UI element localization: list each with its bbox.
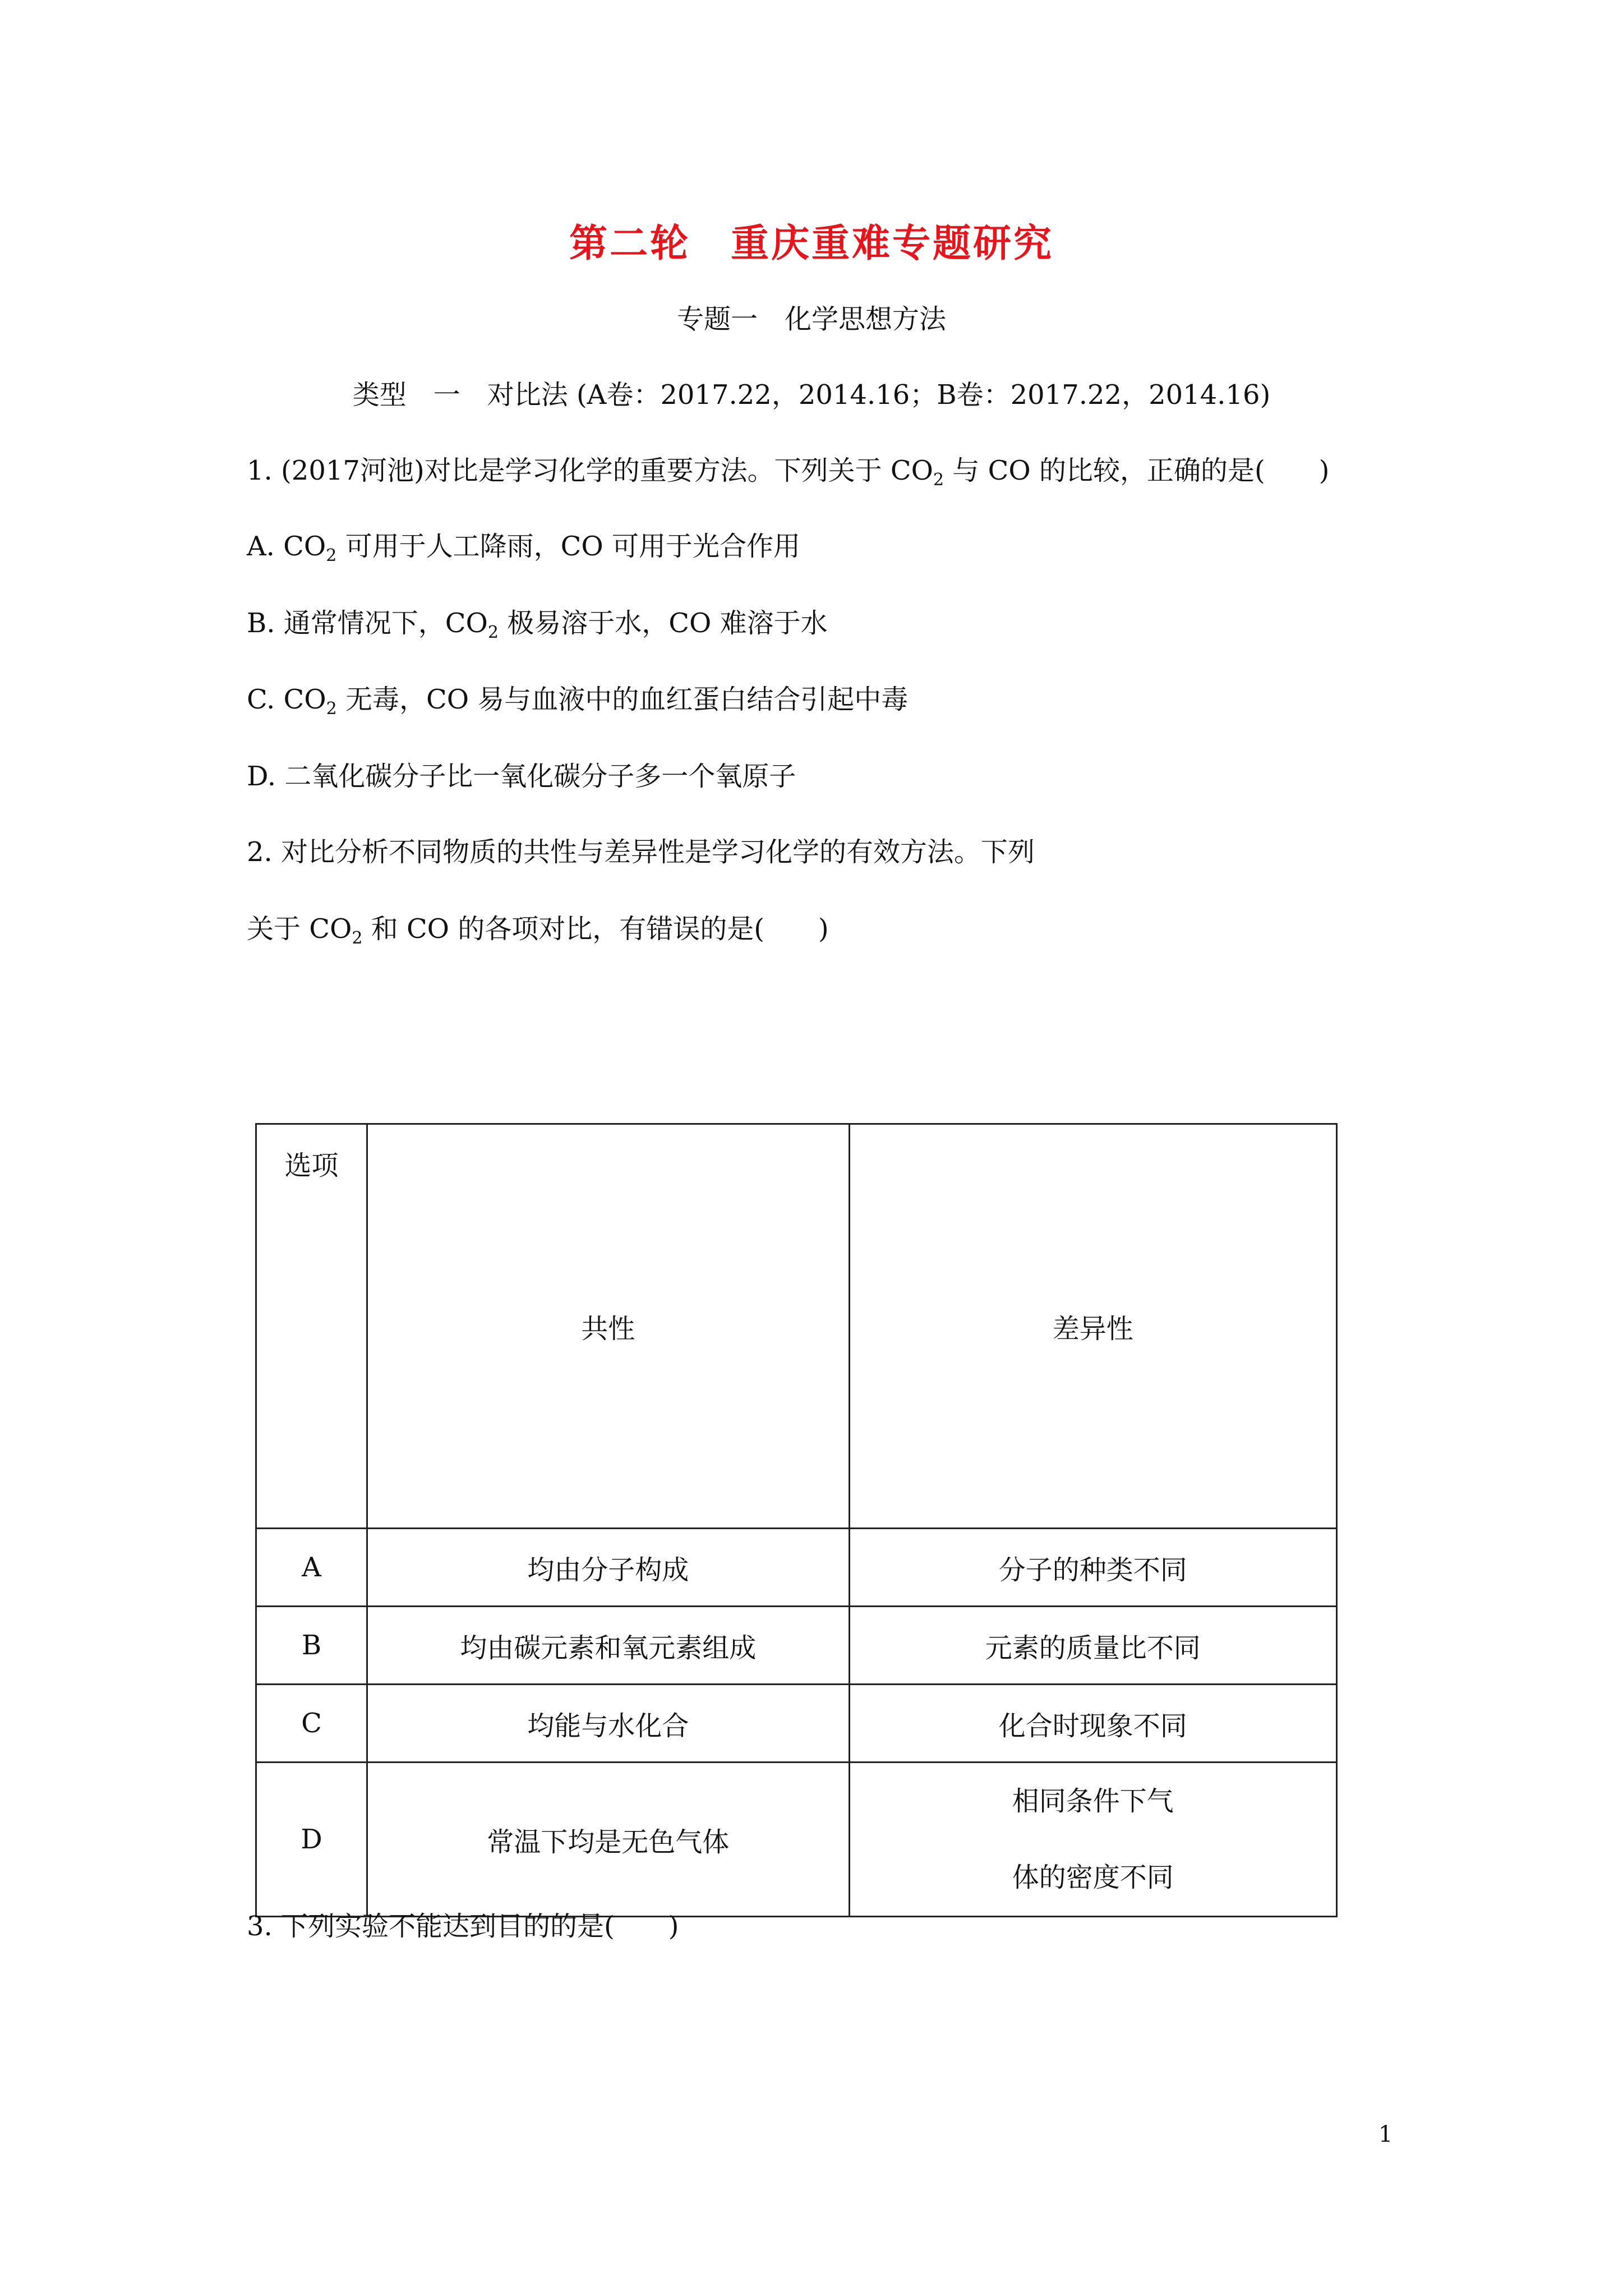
row-common: 常温下均是无色气体 bbox=[367, 1763, 850, 1917]
table-row bbox=[256, 1685, 1337, 1763]
row-difference: 元素的质量比不同 bbox=[849, 1607, 1336, 1685]
page-title: 第二轮 重庆重难专题研究 bbox=[569, 221, 1054, 266]
row-difference-line2: 体的密度不同 bbox=[1012, 1862, 1174, 1893]
row-difference bbox=[849, 1763, 1336, 1917]
row-difference: 分子的种类不同 bbox=[849, 1529, 1336, 1607]
table-row bbox=[256, 1763, 1337, 1917]
row-common: 均由碳元素和氧元素组成 bbox=[367, 1607, 850, 1685]
topic-subtitle: 专题一 化学思想方法 bbox=[676, 303, 946, 335]
question-1-stem: 1. (2017河池)对比是学习化学的重要方法。下列关于 $CO_2$ 与 CO 的比较，正确的是( ) bbox=[247, 455, 1330, 490]
row-difference: 化合时现象不同 bbox=[849, 1685, 1336, 1763]
question-1-option-d: D. 二氧化碳分子比一氧化碳分子多一个氧原子 bbox=[247, 761, 796, 792]
table-header-row bbox=[256, 1124, 1337, 1529]
table-row bbox=[256, 1529, 1337, 1607]
question-1-option-b: B. 通常情况下，$CO_2$ 极易溶于水，CO 难溶于水 bbox=[247, 608, 828, 642]
section-heading: 类型 一 对比法 (A卷：2017.22，2014.16；B卷：2017.22，2014.16) bbox=[352, 379, 1271, 411]
row-option: D bbox=[256, 1763, 367, 1917]
row-option: C bbox=[256, 1685, 367, 1763]
question-2-stem-line2: 关于 $CO_2$ 和 CO 的各项对比，有错误的是( ) bbox=[247, 913, 829, 948]
question-2-stem-line1: 2. 对比分析不同物质的共性与差异性是学习化学的有效方法。下列 bbox=[247, 836, 1035, 868]
question-3-stem: 3. 下列实验不能达到目的的是( ) bbox=[247, 1911, 679, 1942]
row-common: 均能与水化合 bbox=[367, 1685, 850, 1763]
question-1-option-c: C. $CO_2$ 无毒，CO 易与血液中的血红蛋白结合引起中毒 bbox=[247, 684, 909, 719]
row-option: A bbox=[256, 1529, 367, 1607]
page-number: 1 bbox=[1378, 2122, 1393, 2147]
row-difference-line1: 相同条件下气 bbox=[1012, 1786, 1174, 1817]
header-common: 共性 bbox=[367, 1124, 850, 1529]
table-row bbox=[256, 1607, 1337, 1685]
header-option: 选项 bbox=[256, 1124, 367, 1529]
row-common: 均由分子构成 bbox=[367, 1529, 850, 1607]
header-difference: 差异性 bbox=[849, 1124, 1336, 1529]
row-option: B bbox=[256, 1607, 367, 1685]
comparison-table bbox=[255, 1123, 1338, 1917]
question-1-option-a: A. $CO_2$ 可用于人工降雨，CO 可用于光合作用 bbox=[247, 531, 800, 565]
